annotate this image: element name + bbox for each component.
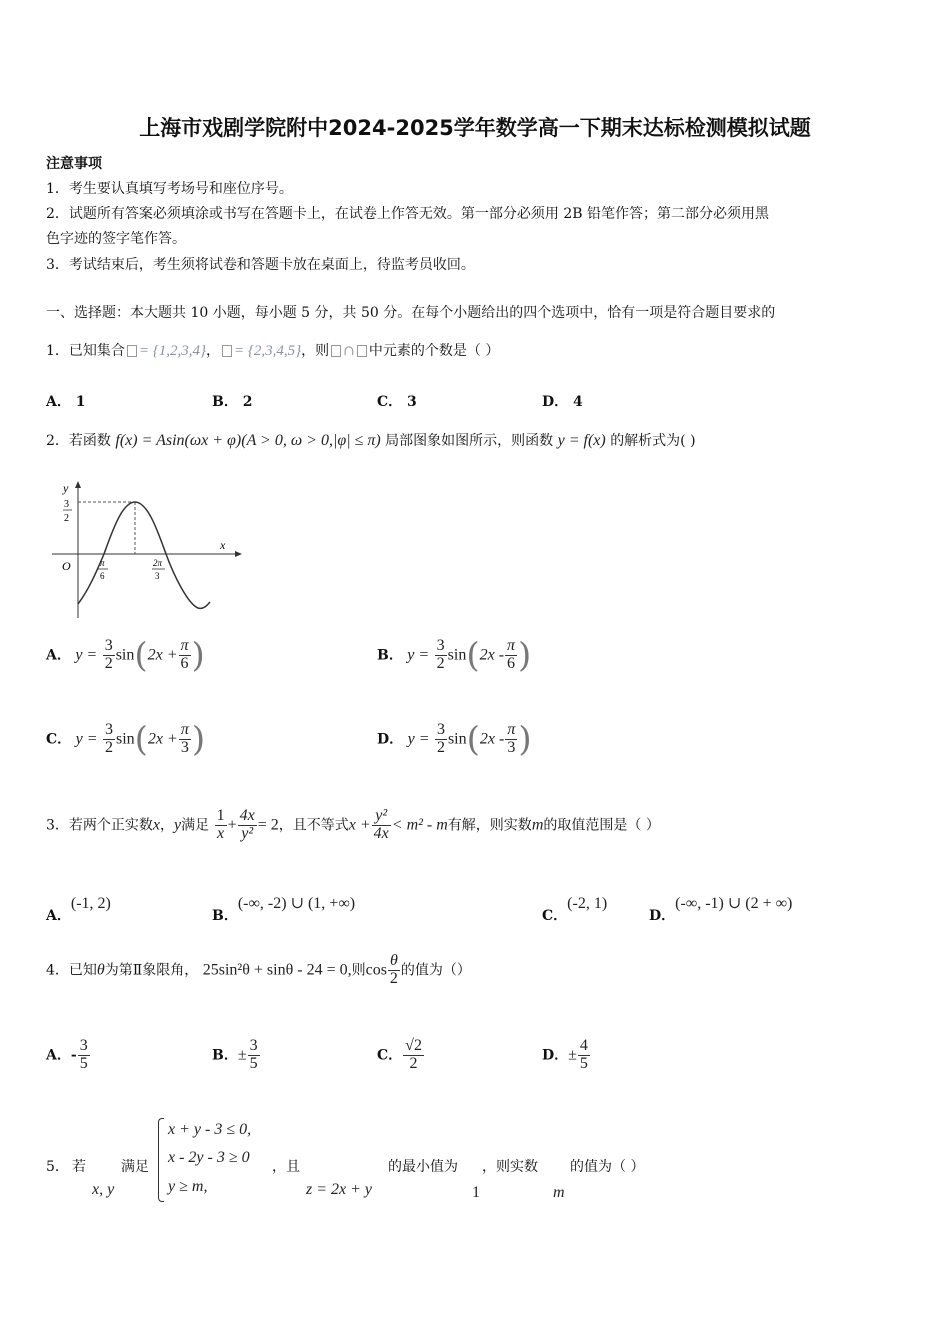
q5-post: 的值为（ ） bbox=[570, 1159, 645, 1175]
q2-function-2: y = f(x) bbox=[557, 432, 606, 449]
q3-option-d: D．(-∞, -1) ∪ (2 + ∞) bbox=[649, 895, 793, 924]
q1-option-c: C． 3 bbox=[377, 394, 417, 410]
question-1 bbox=[46, 340, 499, 360]
q1-set-b: = {2,3,4,5} bbox=[234, 343, 302, 359]
set-a-symbol-2 bbox=[331, 345, 341, 357]
q2-prefix: 若函数 bbox=[68, 433, 111, 449]
sine-graph bbox=[48, 478, 248, 623]
graph-x-label: x bbox=[220, 538, 226, 552]
notice-heading: 注意事项 bbox=[46, 156, 102, 172]
q1-cap: ∩ bbox=[343, 343, 355, 359]
q5-satisfy: 满足 bbox=[121, 1159, 149, 1175]
notice-item-2a: 2．试题所有答案必须填涂或书写在答题卡上，在试卷上作答无效。第一部分必须用 2B 铅笔作答；第二部分必须用黑 bbox=[46, 206, 769, 222]
q5-m: m bbox=[553, 1184, 565, 1201]
set-a-symbol bbox=[127, 345, 137, 357]
q5-min: 的最小值为 bbox=[388, 1159, 458, 1175]
q1-option-d: D． 4 bbox=[542, 394, 583, 410]
q5-then: ，则实数 bbox=[482, 1159, 538, 1175]
q1-prefix: 已知集合 bbox=[68, 343, 125, 359]
page-title: 上海市戏剧学院附中2024-2025学年数学高一下期末达标检测模拟试题 bbox=[139, 116, 811, 140]
q1-set-a: = {1,2,3,4} bbox=[138, 343, 207, 359]
q5-constraint-2: x - 2y - 3 ≥ 0 bbox=[168, 1149, 250, 1166]
graph-y-tick-den: 2 bbox=[64, 513, 69, 524]
constraint-brace bbox=[158, 1118, 164, 1202]
q3-option-c: C．(-2, 1) bbox=[542, 895, 608, 924]
graph-x-tick1-num: π bbox=[100, 558, 105, 568]
question-2 bbox=[46, 430, 696, 450]
q5-prefix: 若 bbox=[72, 1159, 86, 1175]
q2-post: 的解析式为( ) bbox=[610, 433, 696, 449]
q1-comma: ， bbox=[206, 343, 221, 359]
question-4: 4．已知θ为第Ⅱ象限角， 25sin²θ + sinθ - 24 = 0,则cos $\frac{\theta}{2}$ 的值为（） bbox=[46, 952, 471, 987]
set-b-symbol bbox=[222, 345, 232, 357]
q5-number: 5． bbox=[46, 1159, 69, 1175]
q4-option-c: C． $\frac{√2}{2}$ bbox=[377, 1037, 422, 1072]
q5-constraint-1: x + y - 3 ≤ 0, bbox=[168, 1121, 252, 1138]
q5-constraint-3: y ≥ m, bbox=[168, 1178, 208, 1195]
q4-option-a: A．- $\frac{3}{5}$ bbox=[46, 1037, 88, 1072]
q1-number: 1． bbox=[46, 343, 69, 359]
q5-objective: z = 2x + y bbox=[306, 1181, 373, 1198]
question-3: 3．若两个正实数x，y满足 $\frac{1}{x}$ + $\frac{4x}{\text{y²}}$ = 2，且不等式x + $\frac{\text{y²}}{4x}$ < m² - m有解，则实数m的取值范围是（ ） bbox=[46, 807, 660, 842]
q2-function: f(x) = Asin(ωx + φ)(A > 0, ω > 0,|φ| ≤ π) bbox=[115, 432, 381, 449]
q3-option-b: B．(-∞, -2) ∪ (1, +∞) bbox=[212, 895, 356, 924]
graph-y-label: y bbox=[63, 481, 69, 495]
q3-option-a: A．(-1, 2) bbox=[46, 895, 111, 924]
q5-one: 1 bbox=[472, 1184, 480, 1201]
q5-vars: x, y bbox=[92, 1181, 115, 1198]
q2-option-b: B． y = $\frac{3}{2}$ sin(2x - $\frac{\pi}{6}$ ) bbox=[377, 635, 532, 676]
q5-and: ，且 bbox=[272, 1159, 300, 1175]
q1-post: 中元素的个数是（ ） bbox=[368, 343, 500, 359]
set-b-symbol-2 bbox=[357, 345, 367, 357]
notice-item-1: 1．考生要认真填写考场号和座位序号。 bbox=[46, 181, 293, 197]
graph-x-tick1-den: 6 bbox=[100, 571, 105, 581]
q2-option-c: C． y = $\frac{3}{2}$ sin(2x + $\frac{\pi}{3}$ ) bbox=[46, 719, 206, 760]
q2-option-a: A． y = $\frac{3}{2}$ sin(2x + $\frac{\pi}{6}$ ) bbox=[46, 635, 205, 676]
notice-item-2b: 色字迹的签字笔作答。 bbox=[46, 231, 186, 247]
graph-x-tick2-den: 3 bbox=[155, 571, 160, 581]
q2-number: 2． bbox=[46, 433, 69, 449]
notice-item-3: 3．考试结束后，考生须将试卷和答题卡放在桌面上，待监考员收回。 bbox=[46, 257, 475, 273]
q2-mid: 局部图象如图所示，则函数 bbox=[385, 433, 554, 449]
q4-option-d: D．± $\frac{4}{5}$ bbox=[542, 1037, 588, 1072]
q1-then: ，则 bbox=[301, 343, 330, 359]
graph-origin: O bbox=[62, 559, 71, 573]
q1-option-a: A． 1 bbox=[46, 394, 86, 410]
q2-option-d: D． y = $\frac{3}{2}$ sin(2x - $\frac{\pi}{3}$ ) bbox=[377, 719, 532, 760]
q4-option-b: B．± $\frac{3}{5}$ bbox=[212, 1037, 258, 1072]
graph-y-tick-num: 3 bbox=[64, 499, 69, 510]
graph-x-tick2-num: 2π bbox=[153, 558, 163, 568]
section-heading: 一、选择题：本大题共 10 小题，每小题 5 分，共 50 分。在每个小题给出的四个选项中，恰有一项是符合题目要求的 bbox=[46, 305, 776, 321]
q1-option-b: B． 2 bbox=[212, 394, 253, 410]
